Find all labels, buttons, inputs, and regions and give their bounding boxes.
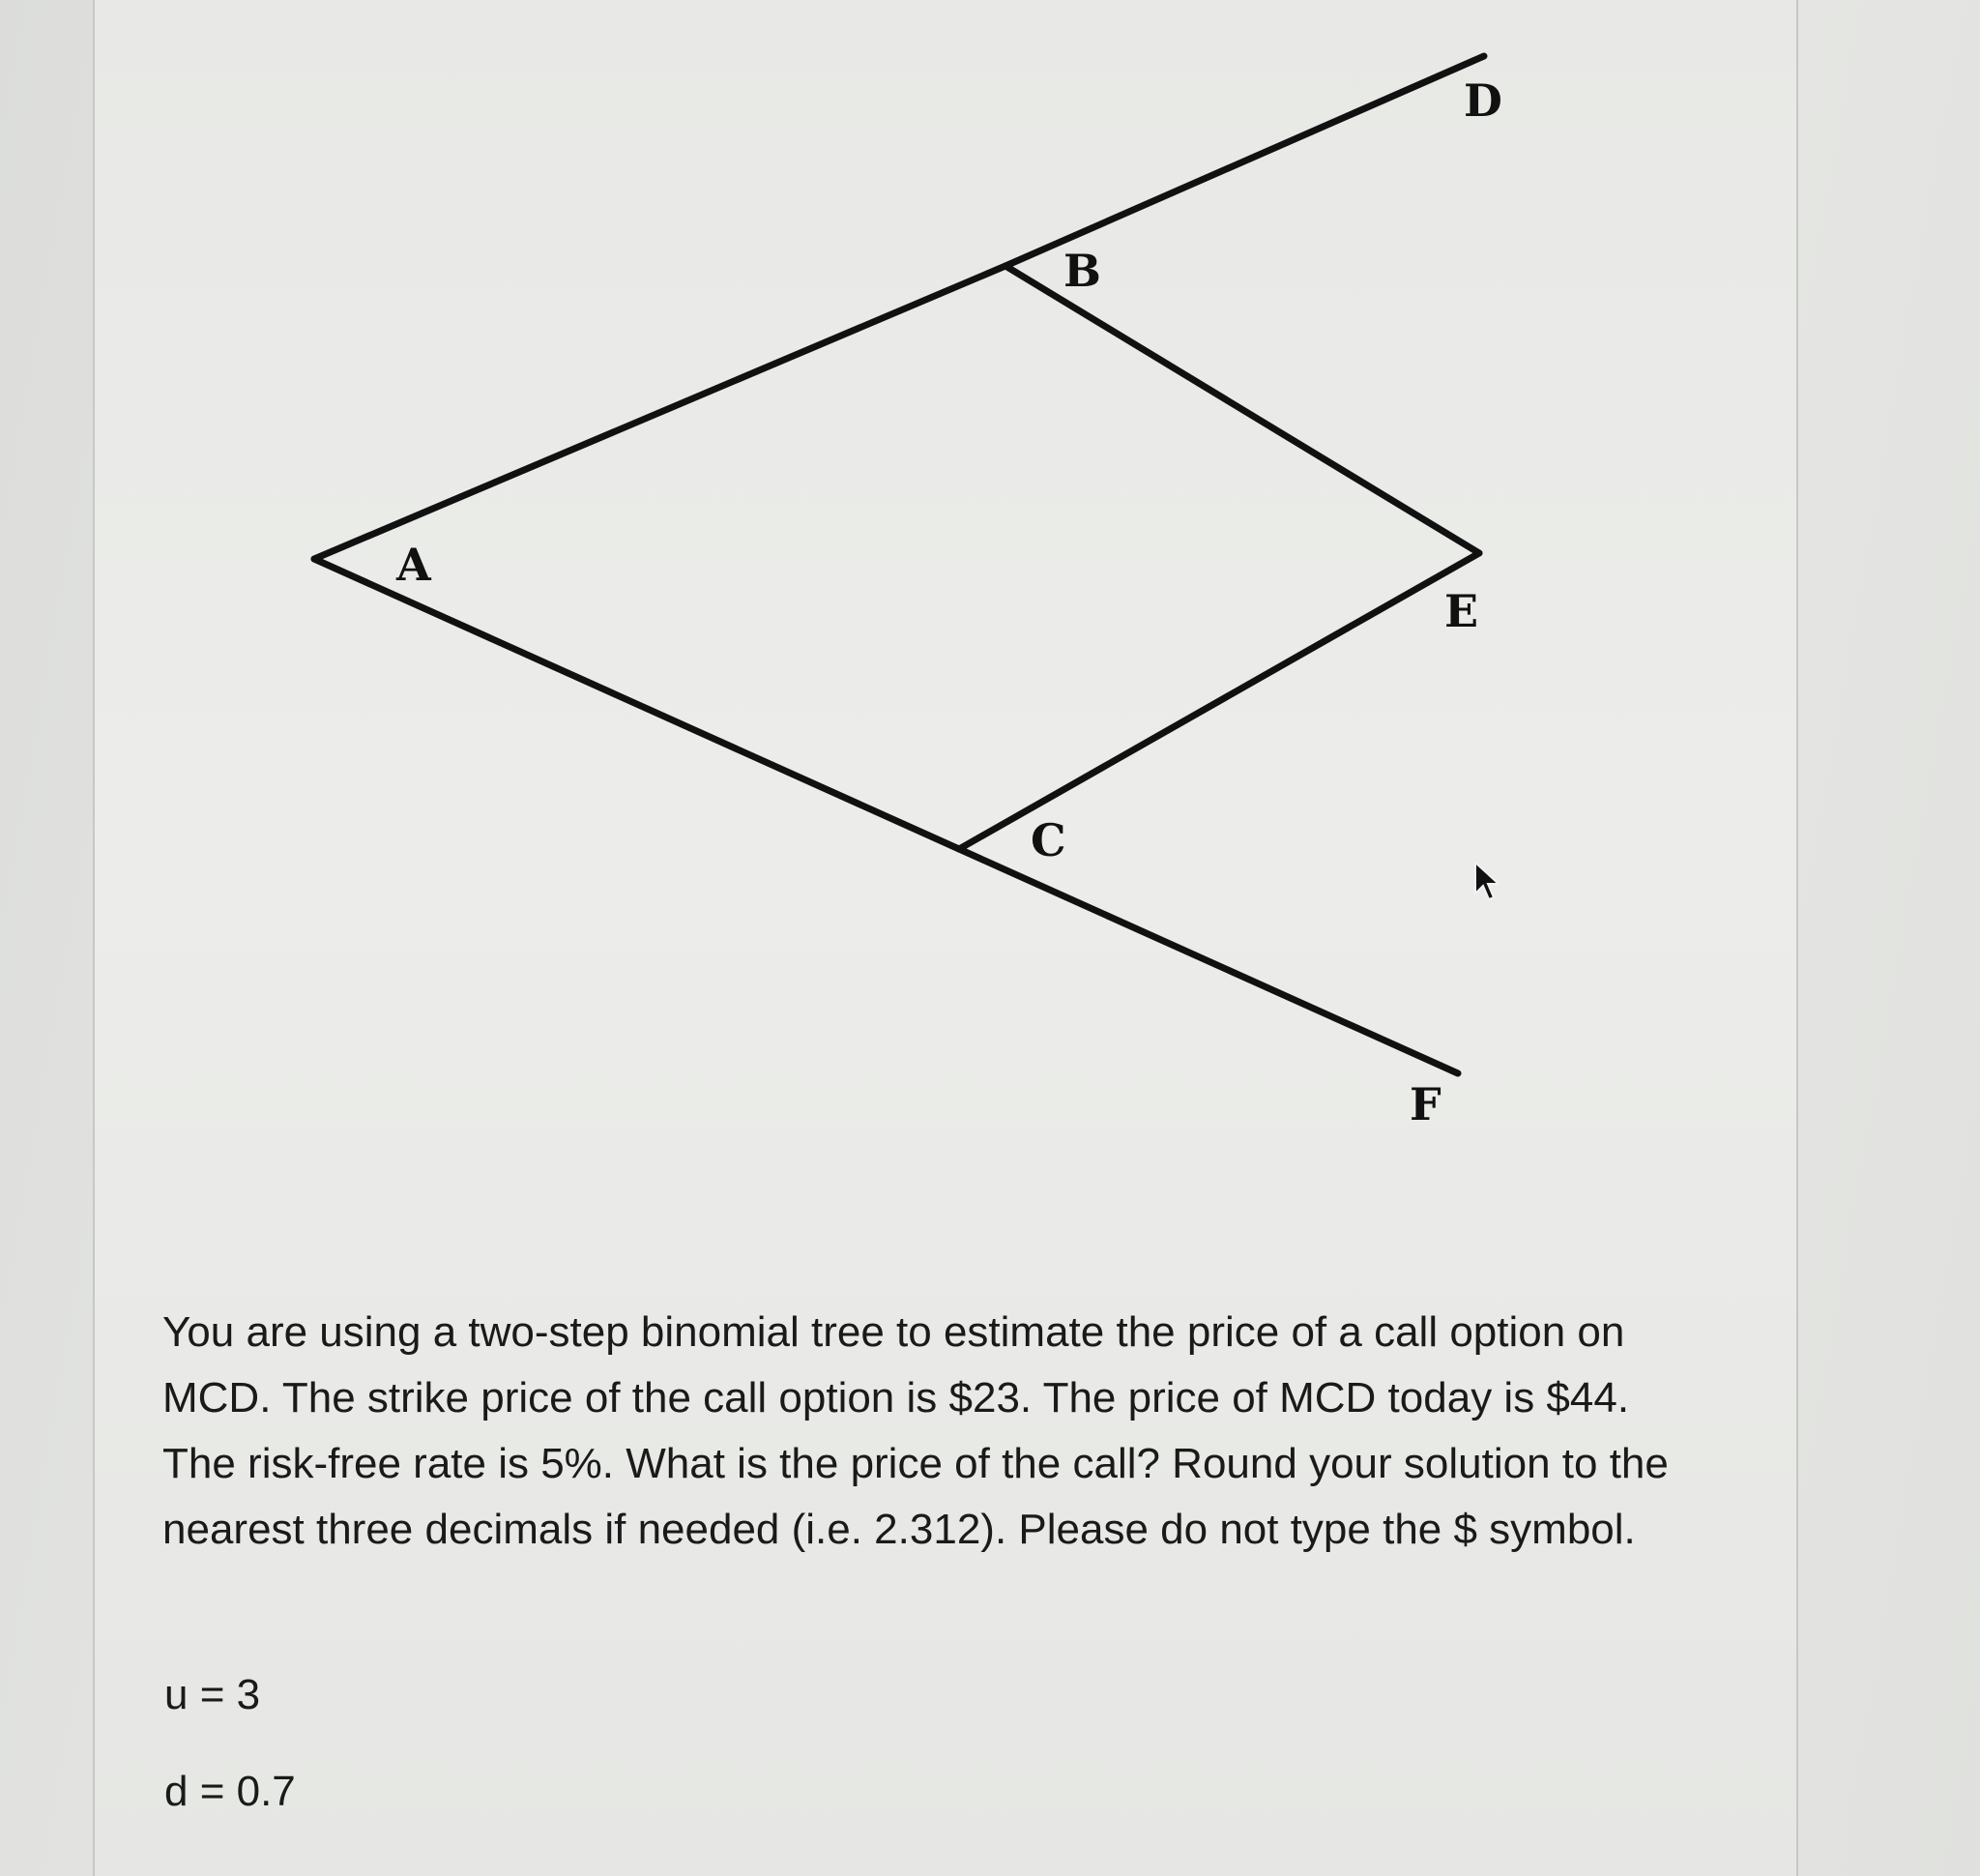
node-label-b: B <box>1063 245 1101 297</box>
param-d: d = 0.7 <box>164 1768 296 1815</box>
node-label-f: F <box>1410 1078 1441 1130</box>
edge-b-e <box>1005 266 1479 553</box>
node-label-e: E <box>1444 585 1479 637</box>
node-label-a: A <box>396 539 431 591</box>
edge-a-b <box>314 266 1005 559</box>
edge-b-d <box>1005 56 1484 266</box>
mouse-pointer-icon <box>1473 861 1502 903</box>
node-label-d: D <box>1464 74 1502 127</box>
edge-c-f <box>959 849 1458 1073</box>
node-label-c: C <box>1031 814 1066 866</box>
edge-c-e <box>959 553 1479 849</box>
param-u: u = 3 <box>164 1671 261 1718</box>
edge-a-c <box>314 559 959 849</box>
question-text: You are using a two-step binomial tree to estimate the price of a call option on MCD. The strike price of the call option is $23. The price of MCD today is $44. The risk-free rate is 5%. What is the price of the call? Round your solution to the nearest three decimals if needed (i.e. 2.312). Please do not type the $ symbol. <box>162 1308 1669 1553</box>
